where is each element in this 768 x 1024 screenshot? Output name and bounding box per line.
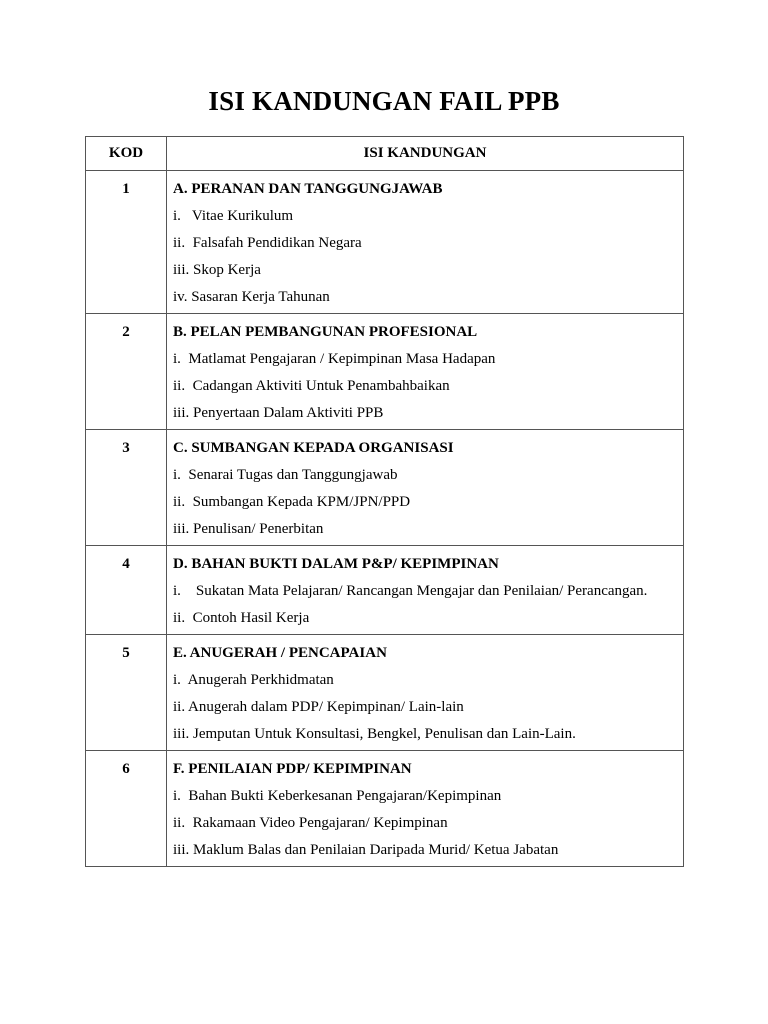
section-item-list [173, 349, 677, 423]
row-kod: 4 [86, 546, 167, 635]
page-title: ISI KANDUNGAN FAIL PPB [208, 86, 560, 116]
section-item-text: i. Anugerah Perkhidmatan [173, 672, 334, 688]
section-heading: C. SUMBANGAN KEPADA ORGANISASI [173, 440, 454, 456]
row-content [167, 751, 684, 867]
header-kod: KOD [86, 137, 167, 171]
section-item [173, 813, 677, 833]
table-row [86, 546, 684, 635]
table-row [86, 171, 684, 314]
content-table [85, 136, 684, 867]
section-heading: E. ANUGERAH / PENCAPAIAN [173, 645, 387, 661]
row-content [167, 171, 684, 314]
section-item-text: i. Matlamat Pengajaran / Kepimpinan Masa Hadapan [173, 351, 496, 367]
section-item-text: iv. Sasaran Kerja Tahunan [173, 289, 330, 305]
row-kod: 3 [86, 430, 167, 546]
section-item [173, 724, 677, 744]
table-row [86, 751, 684, 867]
section-heading: D. BAHAN BUKTI DALAM P&P/ KEPIMPINAN [173, 556, 499, 572]
section-item-text: iii. Penyertaan Dalam Aktiviti PPB [173, 405, 384, 421]
table-header-row [86, 137, 684, 171]
section-item [173, 697, 677, 717]
section-item [173, 233, 677, 253]
row-content [167, 430, 684, 546]
table-row [86, 314, 684, 430]
section-item-text: iii. Jemputan Untuk Konsultasi, Bengkel, Penulisan dan Lain-Lain. [173, 726, 576, 742]
section-item-text: iii. Skop Kerja [173, 262, 261, 278]
section-item-text: ii. Contoh Hasil Kerja [173, 610, 310, 626]
row-kod: 5 [86, 635, 167, 751]
section-item-list [173, 670, 677, 744]
section-item-text: ii. Falsafah Pendidikan Negara [173, 235, 362, 251]
section-heading: B. PELAN PEMBANGUNAN PROFESIONAL [173, 324, 478, 340]
section-item-text: ii. Cadangan Aktiviti Untuk Penambahbaikan [173, 378, 450, 394]
section-item-text: iii. Penulisan/ Penerbitan [173, 521, 324, 537]
section-item-list [173, 465, 677, 539]
section-item [173, 465, 677, 485]
table-row [86, 430, 684, 546]
section-item [173, 840, 677, 860]
table-body [86, 171, 684, 867]
section-item [173, 403, 677, 423]
section-item [173, 287, 677, 307]
section-item [173, 349, 677, 369]
section-item-text: i. Bahan Bukti Keberkesanan Pengajaran/Kepimpinan [173, 788, 502, 804]
section-item [173, 206, 677, 226]
row-kod: 1 [86, 171, 167, 314]
row-content [167, 635, 684, 751]
section-item-text: i. Senarai Tugas dan Tanggungjawab [173, 467, 398, 483]
section-item-text: ii. Rakamaan Video Pengajaran/ Kepimpinan [173, 815, 448, 831]
row-kod: 2 [86, 314, 167, 430]
section-item [173, 786, 677, 806]
section-item-text: i. Sukatan Mata Pelajaran/ Rancangan Mengajar dan Penilaian/ Perancangan. [173, 583, 648, 599]
section-item [173, 581, 677, 601]
section-item-text: ii. Anugerah dalam PDP/ Kepimpinan/ Lain-lain [173, 699, 464, 715]
section-item [173, 519, 677, 539]
section-item [173, 376, 677, 396]
section-heading: F. PENILAIAN PDP/ KEPIMPINAN [173, 761, 412, 777]
section-item [173, 608, 677, 628]
section-item [173, 670, 677, 690]
section-item [173, 260, 677, 280]
section-heading: A. PERANAN DAN TANGGUNGJAWAB [173, 181, 443, 197]
header-isi-kandungan: ISI KANDUNGAN [167, 137, 684, 171]
row-kod: 6 [86, 751, 167, 867]
section-item-text: i. Vitae Kurikulum [173, 208, 294, 224]
section-item [173, 492, 677, 512]
row-content [167, 314, 684, 430]
section-item-list [173, 786, 677, 860]
section-item-text: ii. Sumbangan Kepada KPM/JPN/PPD [173, 494, 411, 510]
section-item-list [173, 581, 677, 628]
row-content [167, 546, 684, 635]
table-row [86, 635, 684, 751]
section-item-list [173, 206, 677, 307]
section-item-text: iii. Maklum Balas dan Penilaian Daripada Murid/ Ketua Jabatan [173, 842, 559, 858]
